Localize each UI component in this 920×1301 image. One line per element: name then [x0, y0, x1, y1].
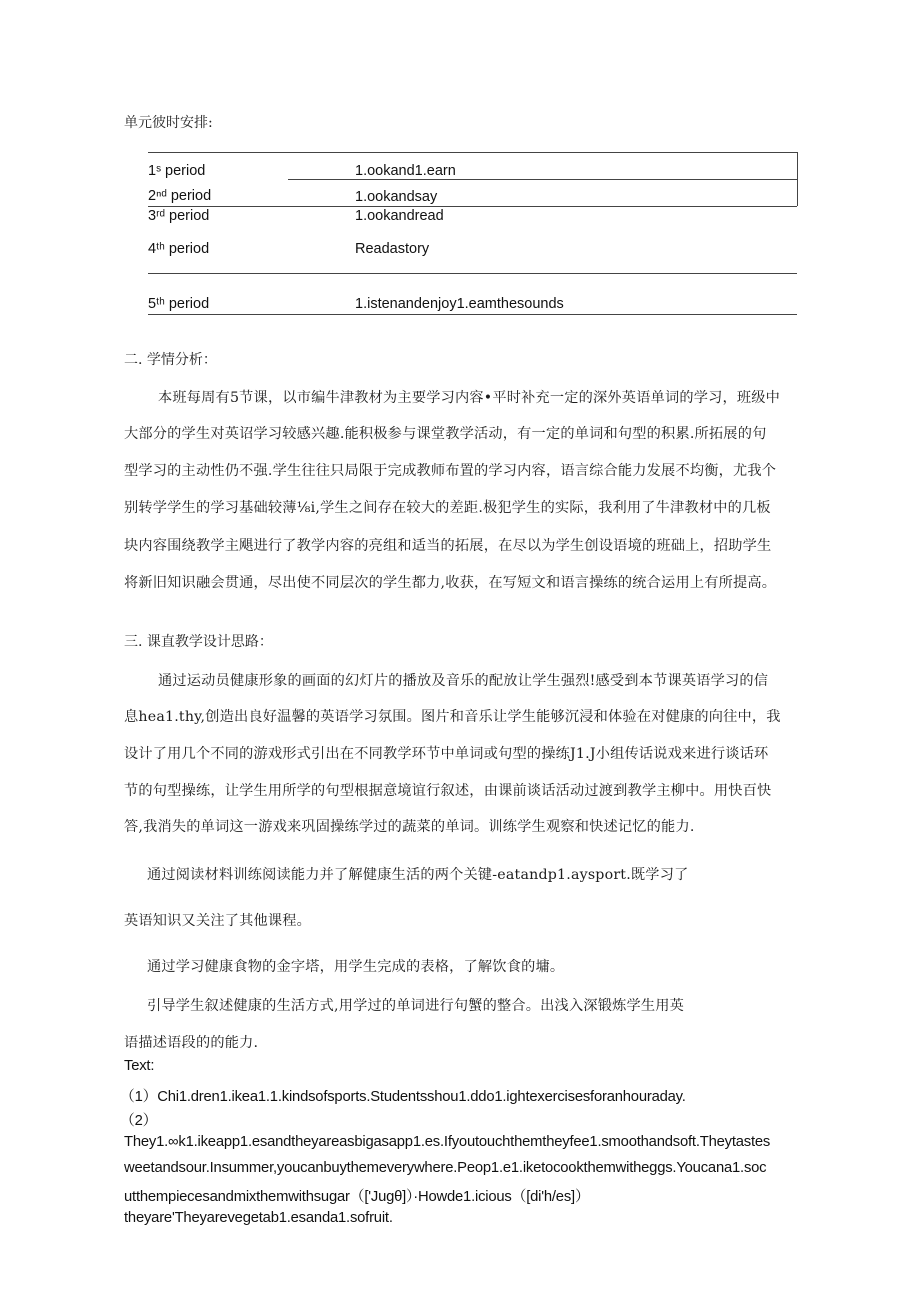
paragraph-line: 英语知识又关注了其他课程。	[124, 913, 312, 929]
schedule-activity: 1.ookandsay	[355, 189, 438, 205]
paragraph-line: 本班每周有5节课，以市编牛津教材为主要学习内容•平时补充一定的深外英语单词的学习，班级中	[158, 390, 781, 406]
paragraph-line: 别转学学生的学习基础较薄⅛i,学生之间存在较大的差距.极犯学生的实际，我利用了牛津教材中的几板	[124, 500, 771, 516]
text-item-2-line: They1.∞k1.ikeapp1.esandtheyareasbigasapp1.es.Ifyoutouchthemtheyfee1.smoothandsoft.Theytastes	[124, 1134, 771, 1150]
schedule-period: 4ᵗʰ period	[148, 241, 210, 257]
paragraph-line: 设计了用几个不同的游戏形式引出在不同教学环节中单词或句型的操练J1.J小组传话说戏来进行谈话环	[124, 746, 769, 762]
schedule-activity: 1.ookandread	[355, 208, 444, 224]
section-title: 单元彼时安排:	[124, 115, 213, 131]
paragraph-line: 通过学习健康食物的金字塔，用学生完成的表格，了解饮食的墉。	[147, 959, 565, 975]
text-item-2-label: （2）	[120, 1113, 158, 1129]
paragraph-line: 型学习的主动性仍不强.学生往往只局限于完成教师布置的学习内容，语言综合能力发展不均衡，尤我个	[124, 463, 777, 479]
text-item-1: （1）Chi1.dren1.ikea1.1.kindsofsports.Studentsshou1.ddo1.ightexercisesforanhouraday.	[120, 1089, 686, 1105]
section3-heading: 三. 课直教学设计思路：	[124, 634, 273, 650]
table-right-border	[797, 152, 798, 206]
paragraph-line: 将新旧知识融会贯通，尽出使不同层次的学生都力,收获，在写短文和语言操练的统合运用上有所提高。	[124, 575, 777, 591]
section2-heading: 二. 学情分析：	[124, 352, 217, 368]
text-label: Text:	[124, 1058, 155, 1074]
paragraph-line: 答,我消失的单词这一游戏来巩固操练学过的蔬菜的单词。训练学生观察和快述记忆的能力.	[124, 819, 695, 835]
table-row-divider	[288, 179, 797, 180]
schedule-period: 2ⁿᵈ period	[148, 188, 212, 204]
text-item-2-line: weetandsour.Insummer,youcanbuythemeverywhere.Peop1.e1.iketocookthemwitheggs.Youcana1.soc	[124, 1160, 767, 1176]
table-row-divider	[148, 206, 797, 207]
table-row-divider	[148, 273, 797, 274]
paragraph-line: 通过运动员健康形象的画面的幻灯片的播放及音乐的配放让学生强烈!感受到本节课英语学习的信	[158, 673, 769, 689]
paragraph-line: 引导学生叙述健康的生活方式,用学过的单词进行句蟹的整合。出浅入深锻炼学生用英	[147, 998, 685, 1014]
paragraph-line: 节的句型操练，让学生用所学的句型根据意境谊行叙述，由课前谈话活动过渡到教学主柳中。用快百快	[124, 783, 772, 799]
schedule-period: 1ˢ period	[148, 163, 206, 179]
schedule-period: 3ʳᵈ period	[148, 208, 210, 224]
table-bottom-border	[148, 314, 797, 315]
table-top-border	[148, 152, 797, 153]
schedule-activity: 1.istenandenjoy1.eamthesounds	[355, 296, 564, 312]
paragraph-line: 块内容围绕教学主飓进行了教学内容的亮组和适当的拓展，在尽以为学生创设语境的班础上，招助学生	[124, 538, 772, 554]
schedule-activity: Readastory	[355, 241, 430, 257]
paragraph-line: 大部分的学生对英诏学习较感兴趣.能积极参与课堂教学活动，有一定的单词和句型的积累.所拓展的句	[124, 426, 767, 442]
paragraph-line: 息hea1.thy,创造出良好温馨的英语学习氛围。图片和音乐让学生能够沉浸和体验在对健康的向往中，我	[124, 709, 781, 725]
text-item-2-line: theyare'Theyarevegetab1.esanda1.sofruit.	[124, 1210, 393, 1226]
schedule-period: 5ᵗʰ period	[148, 296, 210, 312]
text-item-2-line: utthempiecesandmixthemwithsugar（['Jugθ]）·Howde1.icious（[di'h/es]）	[124, 1189, 590, 1205]
paragraph-line: 通过阅读材料训练阅读能力并了解健康生活的两个关键-eatandp1.aysport.既学习了	[147, 867, 689, 883]
paragraph-line: 语描述语段的的能力.	[124, 1035, 259, 1051]
schedule-activity: 1.ookand1.earn	[355, 163, 456, 179]
